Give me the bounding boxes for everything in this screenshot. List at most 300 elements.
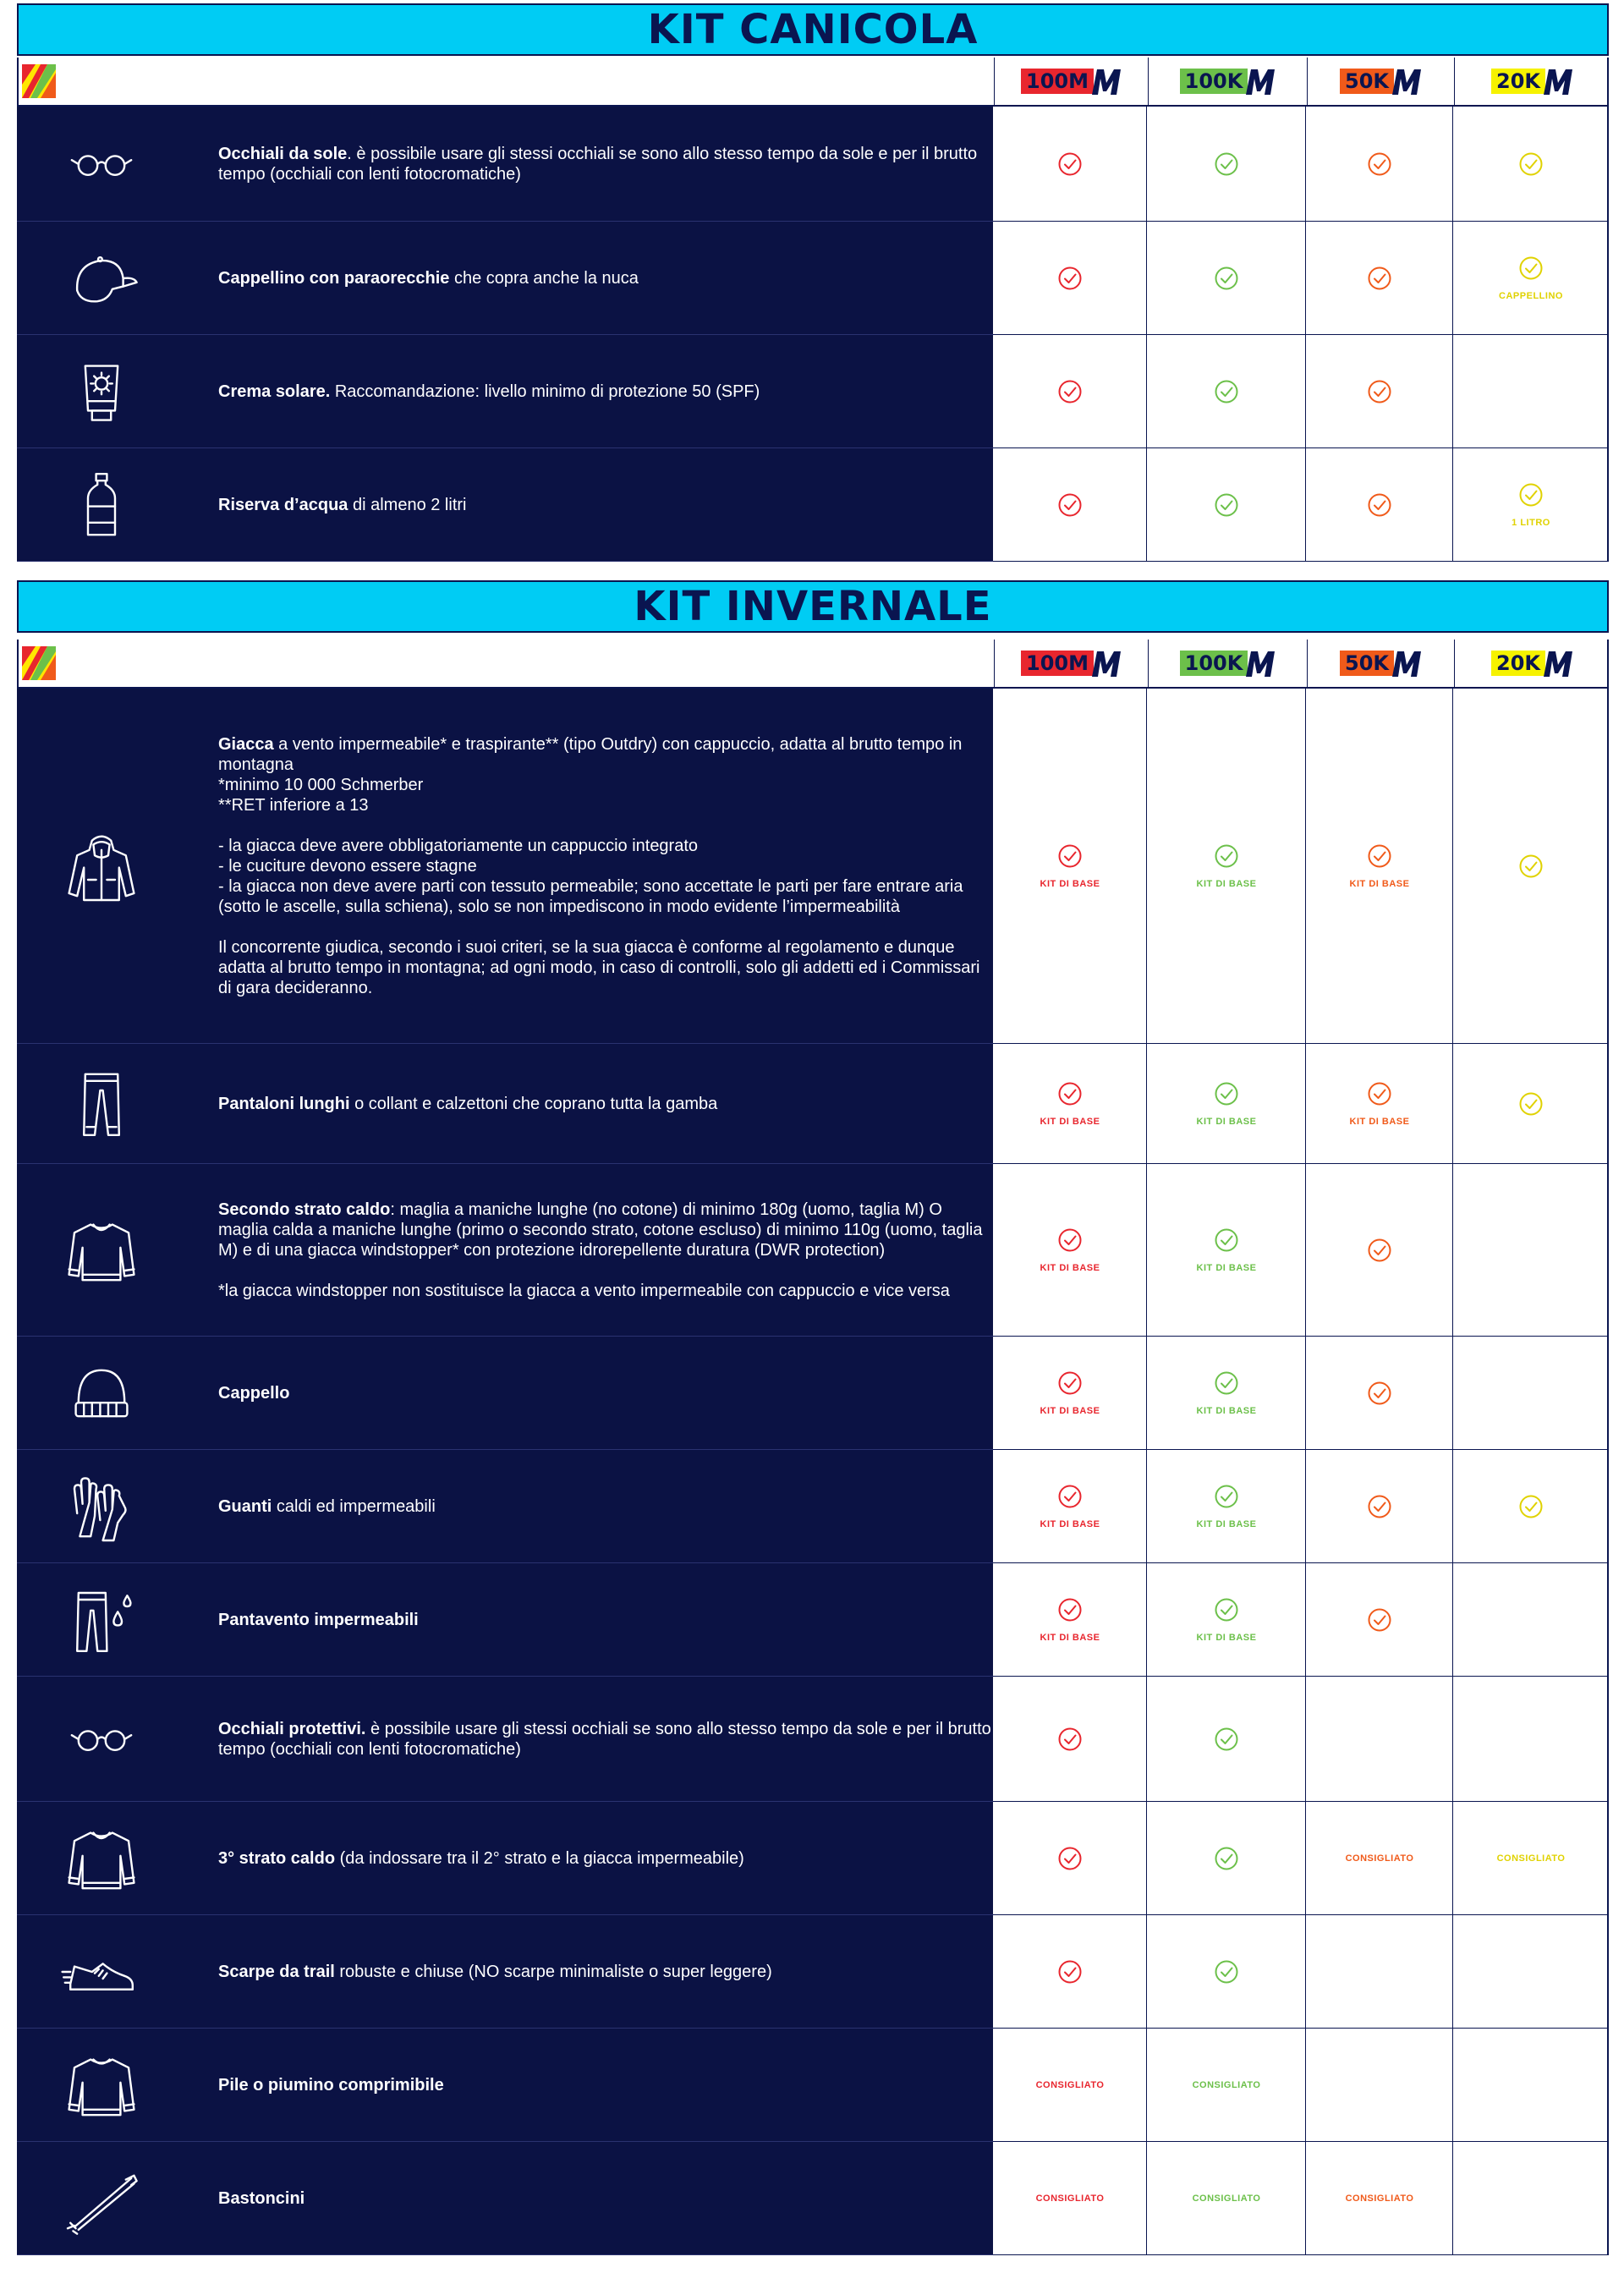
item-detail: Raccomandazione: livello minimo di protezione 50 (SPF) bbox=[330, 382, 760, 401]
m-logo-icon bbox=[1243, 648, 1276, 678]
requirement-note: CONSIGLIATO bbox=[1345, 2193, 1414, 2204]
race-badge bbox=[1180, 648, 1277, 678]
requirement-cell-20k bbox=[1453, 689, 1609, 1043]
item-name: Crema solare. bbox=[218, 382, 331, 401]
sweater-icon bbox=[51, 1200, 152, 1301]
item-text bbox=[218, 144, 991, 184]
item-main-text bbox=[218, 2075, 991, 2095]
item-main-text bbox=[218, 382, 991, 402]
m-logo-icon bbox=[1540, 648, 1574, 678]
item-name: Occhiali protettivi. bbox=[218, 1719, 366, 1738]
beanie-icon bbox=[51, 1342, 152, 1444]
requirement-cell-20k bbox=[1453, 2142, 1609, 2254]
requirement-note: KIT DI BASE bbox=[1196, 1632, 1257, 1643]
kit-item-row bbox=[17, 335, 1609, 448]
check-icon bbox=[1367, 151, 1392, 177]
requirement-note: CONSIGLIATO bbox=[1192, 2079, 1261, 2090]
race-badge bbox=[1340, 66, 1423, 96]
water-bottle-icon bbox=[61, 464, 142, 546]
requirement-note: KIT DI BASE bbox=[1040, 878, 1100, 889]
requirement-cell-100m bbox=[993, 448, 1147, 561]
requirement-cell-20k bbox=[1453, 107, 1609, 221]
fleece-icon bbox=[51, 2034, 152, 2136]
item-name: Guanti bbox=[218, 1496, 272, 1516]
requirement-cell-50k bbox=[1306, 107, 1453, 221]
item-name: Secondo strato caldo bbox=[218, 1200, 391, 1219]
section-title: KIT INVERNALE bbox=[634, 583, 992, 630]
requirement-cell-100k bbox=[1147, 1164, 1306, 1336]
item-description-cell bbox=[17, 1164, 993, 1337]
item-main-text bbox=[218, 1094, 991, 1114]
check-icon bbox=[1057, 1370, 1083, 1396]
m-logo-icon bbox=[1243, 66, 1276, 96]
trekking-poles-icon bbox=[61, 2158, 142, 2239]
requirement-note: CONSIGLIATO bbox=[1345, 1853, 1414, 1864]
item-requirements bbox=[993, 2029, 1609, 2142]
item-main-text bbox=[218, 2188, 991, 2209]
column-divider bbox=[1454, 640, 1455, 687]
requirement-cell-100m bbox=[993, 2029, 1147, 2141]
trousers-icon bbox=[61, 1063, 142, 1145]
item-main-text bbox=[218, 1383, 991, 1403]
rain-pants-icon bbox=[61, 1579, 142, 1661]
requirement-cell-20k bbox=[1453, 335, 1609, 447]
goggles-icon bbox=[51, 1688, 152, 1790]
item-text bbox=[218, 382, 991, 402]
check-icon bbox=[1214, 379, 1239, 404]
race-badge bbox=[1180, 66, 1277, 96]
item-extra-line: *minimo 10 000 Schmerber bbox=[218, 775, 424, 794]
item-extra-line: - la giacca deve avere obbligatoriamente un cappuccio integrato bbox=[218, 836, 699, 855]
race-label: 100K bbox=[1180, 651, 1248, 676]
check-icon bbox=[1057, 379, 1083, 404]
item-main-text bbox=[218, 268, 991, 288]
requirement-note: KIT DI BASE bbox=[1040, 1405, 1100, 1416]
item-description-cell bbox=[17, 1915, 993, 2029]
kit-item-row bbox=[17, 222, 1609, 335]
race-badge bbox=[1021, 648, 1122, 678]
race-column-50k bbox=[1308, 58, 1455, 105]
requirement-cell-50k bbox=[1306, 689, 1453, 1043]
item-text bbox=[218, 268, 991, 288]
check-icon bbox=[1214, 1370, 1239, 1396]
requirement-note: KIT DI BASE bbox=[1040, 1262, 1100, 1273]
column-divider bbox=[994, 58, 995, 105]
requirement-cell-100m bbox=[993, 1677, 1147, 1801]
requirement-cell-20k bbox=[1453, 1450, 1609, 1562]
check-icon bbox=[1214, 266, 1239, 291]
check-icon bbox=[1057, 1227, 1083, 1253]
trail-shoe-icon bbox=[51, 1921, 152, 2023]
column-divider bbox=[1307, 640, 1308, 687]
item-main-text bbox=[218, 495, 991, 515]
requirement-cell-100k bbox=[1147, 2142, 1306, 2254]
requirement-note: KIT DI BASE bbox=[1040, 1632, 1100, 1643]
item-extra-line: Il concorrente giudica, secondo i suoi criteri, se la sua giacca è conforme al regolamento e dunque adatta al brutto tempo in montagna; ad ogni modo, in caso di controlli, solo gli addetti ed i Commissari di gara decideranno. bbox=[218, 937, 980, 997]
requirement-cell-100k bbox=[1147, 1563, 1306, 1676]
requirement-note: KIT DI BASE bbox=[1196, 1116, 1257, 1127]
requirement-cell-100k bbox=[1147, 1450, 1306, 1562]
kit-item-row bbox=[17, 1563, 1609, 1677]
item-description-cell bbox=[17, 448, 993, 562]
requirement-cell-50k bbox=[1306, 1802, 1453, 1914]
item-text bbox=[218, 1610, 991, 1630]
item-description-cell bbox=[17, 689, 993, 1044]
item-name: 3° strato caldo bbox=[218, 1848, 336, 1868]
check-icon bbox=[1214, 1484, 1239, 1509]
jacket-icon bbox=[61, 826, 142, 907]
item-name: Riserva d’acqua bbox=[218, 495, 348, 514]
item-requirements bbox=[993, 1802, 1609, 1915]
requirement-note: KIT DI BASE bbox=[1040, 1116, 1100, 1127]
item-requirements bbox=[993, 1563, 1609, 1677]
requirement-cell-100m bbox=[993, 1802, 1147, 1914]
column-divider bbox=[1148, 58, 1149, 105]
gloves-icon bbox=[51, 1456, 152, 1557]
item-description-cell bbox=[17, 222, 993, 335]
requirement-cell-20k bbox=[1453, 448, 1609, 561]
check-icon bbox=[1057, 1597, 1083, 1622]
sweater-icon bbox=[61, 1210, 142, 1291]
item-extra-line: - le cuciture devono essere stagne bbox=[218, 856, 477, 876]
item-detail: (da indossare tra il 2° strato e la giacca impermeabile) bbox=[335, 1848, 744, 1868]
item-description-cell bbox=[17, 1802, 993, 1915]
item-requirements bbox=[993, 1915, 1609, 2029]
race-label: 20K bbox=[1491, 651, 1545, 676]
item-name: Pile o piumino comprimibile bbox=[218, 2075, 444, 2095]
check-icon bbox=[1367, 1494, 1392, 1519]
check-icon bbox=[1518, 255, 1544, 281]
race-column-20k bbox=[1455, 640, 1610, 687]
item-main-text bbox=[218, 1200, 991, 1260]
requirement-cell-100m bbox=[993, 107, 1147, 221]
item-description-cell bbox=[17, 335, 993, 448]
kit-item-row bbox=[17, 1337, 1609, 1450]
flag-logo-icon bbox=[22, 64, 56, 98]
race-columns-header bbox=[17, 640, 1609, 689]
race-column-50k bbox=[1308, 640, 1455, 687]
kit-invernale-header bbox=[17, 580, 1609, 633]
check-icon bbox=[1057, 492, 1083, 518]
item-text bbox=[218, 734, 991, 998]
item-text bbox=[218, 1200, 991, 1301]
item-text bbox=[218, 1719, 991, 1760]
requirement-cell-50k bbox=[1306, 2142, 1453, 2254]
column-divider bbox=[1307, 58, 1308, 105]
requirement-note: CONSIGLIATO bbox=[1192, 2193, 1261, 2204]
race-badge bbox=[1340, 648, 1423, 678]
item-detail: che copra anche la nuca bbox=[449, 268, 639, 288]
check-icon bbox=[1057, 1727, 1083, 1752]
requirement-note: KIT DI BASE bbox=[1196, 1518, 1257, 1529]
item-requirements bbox=[993, 1164, 1609, 1337]
item-detail: . è possibile usare gli stessi occhiali se sono allo stesso tempo da sole e per il brutto tempo (occhiali con lenti fotocromatiche) bbox=[218, 144, 978, 184]
item-requirements bbox=[993, 107, 1609, 222]
check-icon bbox=[1214, 1597, 1239, 1622]
requirement-note: CONSIGLIATO bbox=[1496, 1853, 1566, 1864]
item-text bbox=[218, 1496, 991, 1517]
requirement-cell-50k bbox=[1306, 1337, 1453, 1449]
item-description-cell bbox=[17, 107, 993, 222]
item-main-text bbox=[218, 1719, 991, 1760]
trail-shoe-icon bbox=[61, 1931, 142, 2012]
requirement-cell-100k bbox=[1147, 1677, 1306, 1801]
check-icon bbox=[1214, 151, 1239, 177]
water-bottle-icon bbox=[51, 454, 152, 556]
item-detail: : maglia a maniche lunghe (no cotone) di minimo 180g (uomo, taglia M) O maglia calda a maniche lunghe (primo o secondo strato, cotone escluso) di minimo 110g (uomo, taglia M) e di una giacca windstopper* con protezione idrorepellente duratura (DWR protection) bbox=[218, 1200, 983, 1260]
check-icon bbox=[1367, 266, 1392, 291]
requirement-cell-20k bbox=[1453, 1915, 1609, 2028]
requirement-cell-100k bbox=[1147, 1044, 1306, 1163]
fleece-icon bbox=[61, 2045, 142, 2126]
race-badge bbox=[1491, 648, 1574, 678]
check-icon bbox=[1214, 843, 1239, 869]
column-divider bbox=[994, 640, 995, 687]
item-requirements bbox=[993, 689, 1609, 1044]
item-name: Bastoncini bbox=[218, 2188, 305, 2208]
item-requirements bbox=[993, 1337, 1609, 1450]
check-icon bbox=[1057, 1484, 1083, 1509]
requirement-cell-20k bbox=[1453, 1677, 1609, 1801]
item-main-text bbox=[218, 144, 991, 184]
requirement-cell-100k bbox=[1147, 335, 1306, 447]
race-label: 100M bbox=[1021, 69, 1094, 94]
requirement-cell-50k bbox=[1306, 1450, 1453, 1562]
kit-item-row bbox=[17, 2142, 1609, 2255]
item-name: Giacca bbox=[218, 734, 274, 754]
jacket-icon bbox=[51, 815, 152, 917]
item-name: Cappellino con paraorecchie bbox=[218, 268, 450, 288]
requirement-cell-20k bbox=[1453, 1563, 1609, 1676]
item-detail: a vento impermeabile* e traspirante** (tipo Outdry) con cappuccio, adatta al brutto tempo in montagna bbox=[218, 734, 963, 774]
item-requirements bbox=[993, 1450, 1609, 1563]
item-name: Pantavento impermeabili bbox=[218, 1610, 419, 1629]
item-requirements bbox=[993, 2142, 1609, 2255]
item-main-text bbox=[218, 1962, 991, 1982]
item-text bbox=[218, 495, 991, 515]
check-icon bbox=[1518, 1494, 1544, 1519]
kit-item-row bbox=[17, 689, 1609, 1044]
item-text bbox=[218, 1962, 991, 1982]
requirement-cell-50k bbox=[1306, 222, 1453, 334]
requirement-cell-50k bbox=[1306, 1915, 1453, 2028]
item-requirements bbox=[993, 448, 1609, 562]
race-label: 100K bbox=[1180, 69, 1248, 94]
check-icon bbox=[1367, 1607, 1392, 1633]
requirement-cell-100m bbox=[993, 1337, 1147, 1449]
section-title: KIT CANICOLA bbox=[647, 6, 979, 53]
kit-item-row bbox=[17, 1044, 1609, 1164]
item-requirements bbox=[993, 222, 1609, 335]
column-divider bbox=[1454, 58, 1455, 105]
item-text bbox=[218, 2075, 991, 2095]
requirement-cell-100m bbox=[993, 1044, 1147, 1163]
trekking-poles-icon bbox=[51, 2148, 152, 2249]
item-name: Cappello bbox=[218, 1383, 290, 1403]
race-column-100k bbox=[1149, 640, 1308, 687]
requirement-note: KIT DI BASE bbox=[1349, 878, 1410, 889]
item-name: Scarpe da trail bbox=[218, 1962, 335, 1981]
requirement-note: KIT DI BASE bbox=[1196, 1405, 1257, 1416]
requirement-note: CAPPELLINO bbox=[1499, 290, 1563, 301]
requirement-cell-100m bbox=[993, 335, 1147, 447]
check-icon bbox=[1057, 1081, 1083, 1106]
goggles-icon bbox=[61, 1699, 142, 1780]
requirement-cell-100k bbox=[1147, 2029, 1306, 2141]
requirement-note: KIT DI BASE bbox=[1196, 878, 1257, 889]
m-logo-icon bbox=[1089, 66, 1122, 96]
sunscreen-icon bbox=[61, 351, 142, 432]
third-layer-icon bbox=[51, 1808, 152, 1909]
requirement-cell-100k bbox=[1147, 107, 1306, 221]
item-description-cell bbox=[17, 1044, 993, 1164]
check-icon bbox=[1057, 1959, 1083, 1985]
check-icon bbox=[1214, 1081, 1239, 1106]
item-requirements bbox=[993, 335, 1609, 448]
rain-pants-icon bbox=[51, 1569, 152, 1671]
requirement-cell-20k bbox=[1453, 222, 1609, 334]
requirement-note: KIT DI BASE bbox=[1349, 1116, 1410, 1127]
requirement-cell-50k bbox=[1306, 1044, 1453, 1163]
requirement-cell-100k bbox=[1147, 689, 1306, 1043]
item-extra-line: **RET inferiore a 13 bbox=[218, 795, 369, 815]
requirement-cell-50k bbox=[1306, 1677, 1453, 1801]
requirement-cell-20k bbox=[1453, 2029, 1609, 2141]
item-main-text bbox=[218, 1848, 991, 1869]
requirement-note: KIT DI BASE bbox=[1196, 1262, 1257, 1273]
requirement-cell-100m bbox=[993, 1450, 1147, 1562]
column-divider bbox=[1148, 640, 1149, 687]
check-icon bbox=[1214, 492, 1239, 518]
item-requirements bbox=[993, 1044, 1609, 1164]
cap-icon bbox=[61, 238, 142, 319]
kit-item-row bbox=[17, 1450, 1609, 1563]
check-icon bbox=[1057, 843, 1083, 869]
requirement-cell-20k bbox=[1453, 1802, 1609, 1914]
gloves-icon bbox=[61, 1466, 142, 1547]
item-description-cell bbox=[17, 1337, 993, 1450]
cap-icon bbox=[51, 228, 152, 329]
race-column-20k bbox=[1455, 58, 1610, 105]
sunscreen-icon bbox=[51, 341, 152, 442]
item-text bbox=[218, 1094, 991, 1114]
requirement-cell-100m bbox=[993, 1164, 1147, 1336]
m-logo-icon bbox=[1540, 66, 1574, 96]
item-main-text bbox=[218, 734, 991, 775]
race-label: 100M bbox=[1021, 651, 1094, 676]
sunglasses-icon bbox=[61, 124, 142, 205]
requirement-cell-50k bbox=[1306, 1164, 1453, 1336]
item-description-cell bbox=[17, 1563, 993, 1677]
check-icon bbox=[1057, 151, 1083, 177]
item-description-cell bbox=[17, 1450, 993, 1563]
race-badge bbox=[1491, 66, 1574, 96]
sunglasses-icon bbox=[51, 113, 152, 215]
requirement-cell-100k bbox=[1147, 1915, 1306, 2028]
check-icon bbox=[1518, 151, 1544, 177]
item-extra-line: *la giacca windstopper non sostituisce la giacca a vento impermeabile con cappuccio e vice versa bbox=[218, 1281, 950, 1300]
kit-item-row bbox=[17, 1802, 1609, 1915]
kit-item-row bbox=[17, 1164, 1609, 1337]
race-column-100m bbox=[995, 640, 1149, 687]
item-extra-line: - la giacca non deve avere parti con tessuto permeabile; sono accettate le parti per fare entrare aria (sotto le ascelle, sulla schiena), solo se non impediscono in modo evidente l’impermeabilità bbox=[218, 876, 963, 916]
check-icon bbox=[1518, 1091, 1544, 1117]
requirement-note: CONSIGLIATO bbox=[1035, 2079, 1105, 2090]
requirement-note: KIT DI BASE bbox=[1040, 1518, 1100, 1529]
item-name: Pantaloni lunghi bbox=[218, 1094, 350, 1113]
requirement-note: CONSIGLIATO bbox=[1035, 2193, 1105, 2204]
trousers-icon bbox=[51, 1053, 152, 1155]
race-badge bbox=[1021, 66, 1122, 96]
item-extra-line bbox=[218, 1260, 991, 1281]
race-label: 20K bbox=[1491, 69, 1545, 94]
beanie-icon bbox=[61, 1353, 142, 1434]
check-icon bbox=[1057, 1846, 1083, 1871]
check-icon bbox=[1367, 492, 1392, 518]
race-column-100m bbox=[995, 58, 1149, 105]
item-requirements bbox=[993, 1677, 1609, 1802]
kit-item-row bbox=[17, 448, 1609, 562]
item-text bbox=[218, 2188, 991, 2209]
requirement-cell-50k bbox=[1306, 1563, 1453, 1676]
check-icon bbox=[1367, 1238, 1392, 1263]
check-icon bbox=[1367, 1081, 1392, 1106]
item-main-text bbox=[218, 1496, 991, 1517]
kit-item-row bbox=[17, 1915, 1609, 2029]
check-icon bbox=[1214, 1959, 1239, 1985]
item-extra-line bbox=[218, 917, 991, 937]
item-description-cell bbox=[17, 2142, 993, 2255]
item-detail: robuste e chiuse (NO scarpe minimaliste o super leggere) bbox=[334, 1962, 772, 1981]
check-icon bbox=[1214, 1846, 1239, 1871]
item-extra-line bbox=[218, 815, 991, 836]
item-detail: caldi ed impermeabili bbox=[272, 1496, 436, 1516]
race-column-100k bbox=[1149, 58, 1308, 105]
item-description-cell bbox=[17, 1677, 993, 1802]
race-label: 50K bbox=[1340, 651, 1394, 676]
requirement-cell-100m bbox=[993, 689, 1147, 1043]
requirement-cell-50k bbox=[1306, 2029, 1453, 2141]
kit-canicola-header bbox=[17, 3, 1609, 56]
requirement-cell-20k bbox=[1453, 1337, 1609, 1449]
m-logo-icon bbox=[1389, 66, 1423, 96]
requirement-note: 1 LITRO bbox=[1512, 517, 1550, 528]
item-name: Occhiali da sole bbox=[218, 144, 348, 163]
requirement-cell-100m bbox=[993, 2142, 1147, 2254]
m-logo-icon bbox=[1389, 648, 1423, 678]
requirement-cell-100k bbox=[1147, 1337, 1306, 1449]
kit-item-row bbox=[17, 1677, 1609, 1802]
item-text bbox=[218, 1848, 991, 1869]
requirement-cell-50k bbox=[1306, 335, 1453, 447]
check-icon bbox=[1367, 843, 1392, 869]
item-main-text bbox=[218, 1610, 991, 1630]
requirement-cell-50k bbox=[1306, 448, 1453, 561]
requirement-cell-100m bbox=[993, 1915, 1147, 2028]
requirement-cell-100k bbox=[1147, 448, 1306, 561]
kit-item-row bbox=[17, 107, 1609, 222]
requirement-cell-100k bbox=[1147, 1802, 1306, 1914]
item-detail: o collant e calzettoni che coprano tutta la gamba bbox=[349, 1094, 718, 1113]
flag-logo-icon bbox=[22, 646, 56, 680]
requirement-cell-20k bbox=[1453, 1044, 1609, 1163]
item-description-cell bbox=[17, 2029, 993, 2142]
requirement-cell-100m bbox=[993, 1563, 1147, 1676]
requirement-cell-100k bbox=[1147, 222, 1306, 334]
race-label: 50K bbox=[1340, 69, 1394, 94]
check-icon bbox=[1057, 266, 1083, 291]
requirement-cell-20k bbox=[1453, 1164, 1609, 1336]
